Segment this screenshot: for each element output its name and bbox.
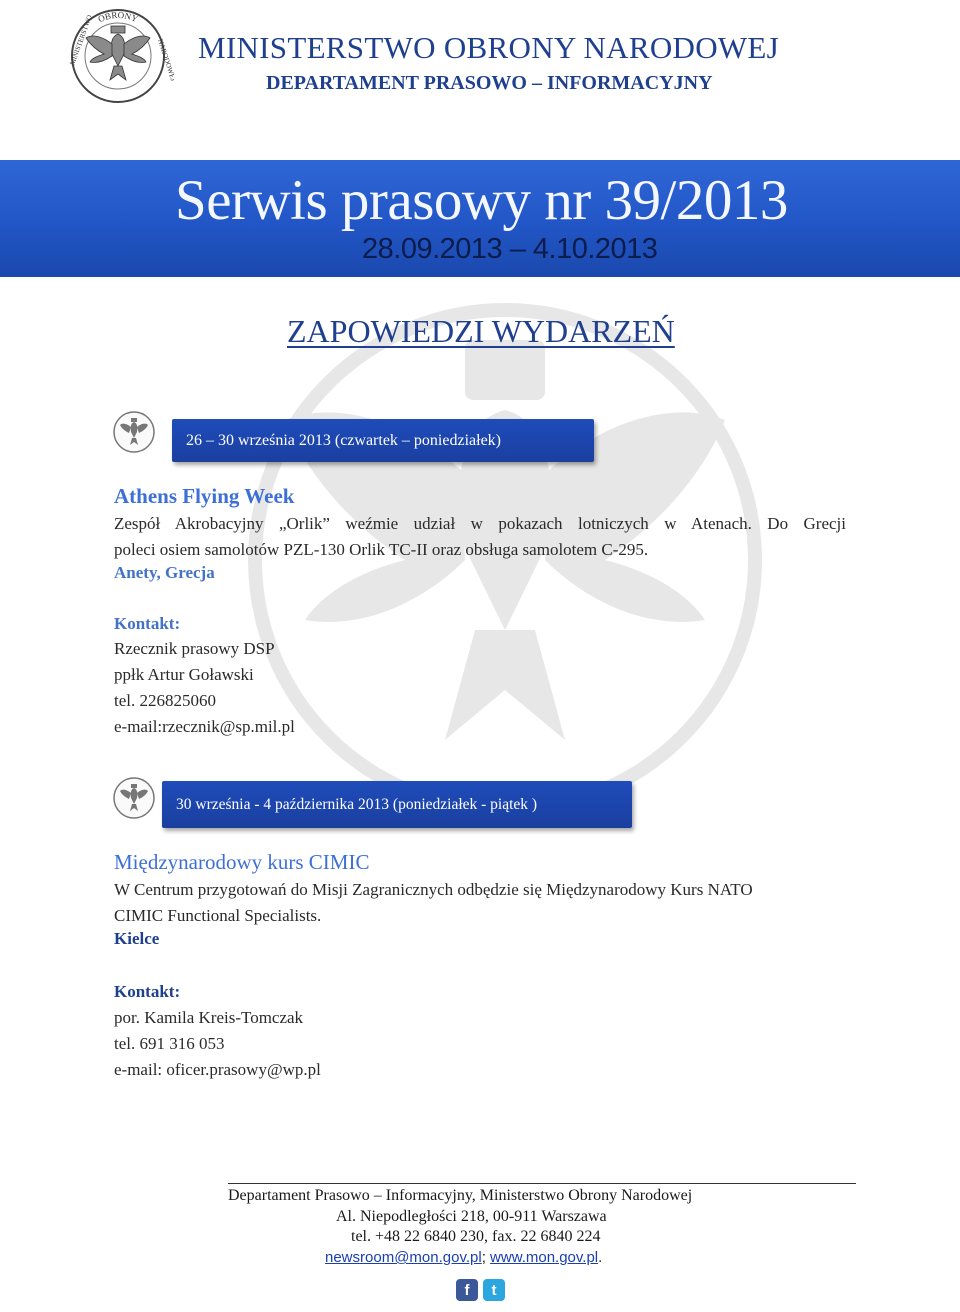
contact-label: Kontakt: — [114, 982, 181, 1001]
event-date-box — [162, 781, 632, 828]
twitter-icon[interactable] — [483, 1279, 505, 1301]
footer-address: Al. Niepodległości 218, 00-911 Warszawa — [336, 1208, 607, 1225]
event-date-range: 30 września - 4 października 2013 (poniedziałek - piątek ) — [176, 795, 538, 813]
contact-label: Kontakt: — [114, 614, 181, 633]
contact-email: e-mail: oficer.prasowy@wp.pl — [114, 1060, 321, 1079]
department-name: DEPARTAMENT PRASOWO – INFORMACYJNY — [266, 72, 713, 94]
svg-text:OBRONY: OBRONY — [96, 9, 140, 25]
event-description: Zespół Akrobacyjny „Orlik” weźmie udział w pokazach lotniczych w Atenach. Do Grecji — [114, 514, 846, 533]
facebook-icon[interactable] — [456, 1279, 478, 1301]
contact-phone: tel. 691 316 053 — [114, 1034, 225, 1053]
event-title: Athens Flying Week — [114, 484, 295, 508]
contact-person: ppłk Artur Goławski — [114, 665, 254, 684]
eagle-emblem-icon — [112, 410, 156, 454]
trailing-period: . — [598, 1249, 603, 1266]
ministry-name: MINISTERSTWO OBRONY NARODOWEJ — [198, 30, 780, 65]
event-description: W Centrum przygotowań do Misji Zagranicznych odbędzie się Międzynarodowy Kurs NATO — [114, 880, 753, 899]
contact-block — [114, 1005, 321, 1083]
facebook-glyph: f — [464, 1281, 470, 1299]
event-date-box — [172, 419, 594, 462]
footer-department: Departament Prasowo – Informacyjny, Ministerstwo Obrony Narodowej — [228, 1187, 693, 1204]
event-location: Kielce — [114, 929, 160, 948]
contact-phone: tel. 226825060 — [114, 691, 216, 710]
press-service-dates: 28.09.2013 – 4.10.2013 — [362, 233, 658, 265]
link-separator: ; — [481, 1249, 491, 1266]
contact-person: por. Kamila Kreis-Tomczak — [114, 1008, 304, 1027]
contact-block — [114, 636, 295, 740]
event-date-range: 26 – 30 września 2013 (czwartek – poniedziałek) — [186, 431, 501, 449]
eagle-emblem-icon — [112, 776, 156, 820]
website-link[interactable]: www.mon.gov.pl — [490, 1249, 599, 1266]
footer-divider — [228, 1183, 856, 1184]
press-service-title: Serwis prasowy nr 39/2013 — [175, 169, 788, 232]
event-description: poleci osiem samolotów PZL-130 Orlik TC-II oraz obsługa samolotem C-295. — [114, 540, 649, 559]
footer-links — [325, 1249, 602, 1266]
svg-text:NARODOWEJ: NARODOWEJ — [156, 38, 174, 83]
newsroom-email-link[interactable]: newsroom@mon.gov.pl — [325, 1249, 482, 1266]
svg-text:MINISTERSTWO: MINISTERSTWO — [68, 13, 94, 67]
twitter-glyph: t — [491, 1281, 497, 1299]
event-location: Anety, Grecja — [114, 563, 215, 582]
event-title: Międzynarodowy kurs CIMIC — [114, 850, 370, 874]
contact-role: Rzecznik prasowy DSP — [114, 639, 275, 658]
event-description: CIMIC Functional Specialists. — [114, 906, 322, 925]
contact-email: e-mail:rzecznik@sp.mil.pl — [114, 717, 295, 736]
ministry-logo — [62, 0, 174, 104]
footer-phone: tel. +48 22 6840 230, fax. 22 6840 224 — [351, 1228, 601, 1245]
section-title: ZAPOWIEDZI WYDARZEŃ — [287, 313, 675, 349]
